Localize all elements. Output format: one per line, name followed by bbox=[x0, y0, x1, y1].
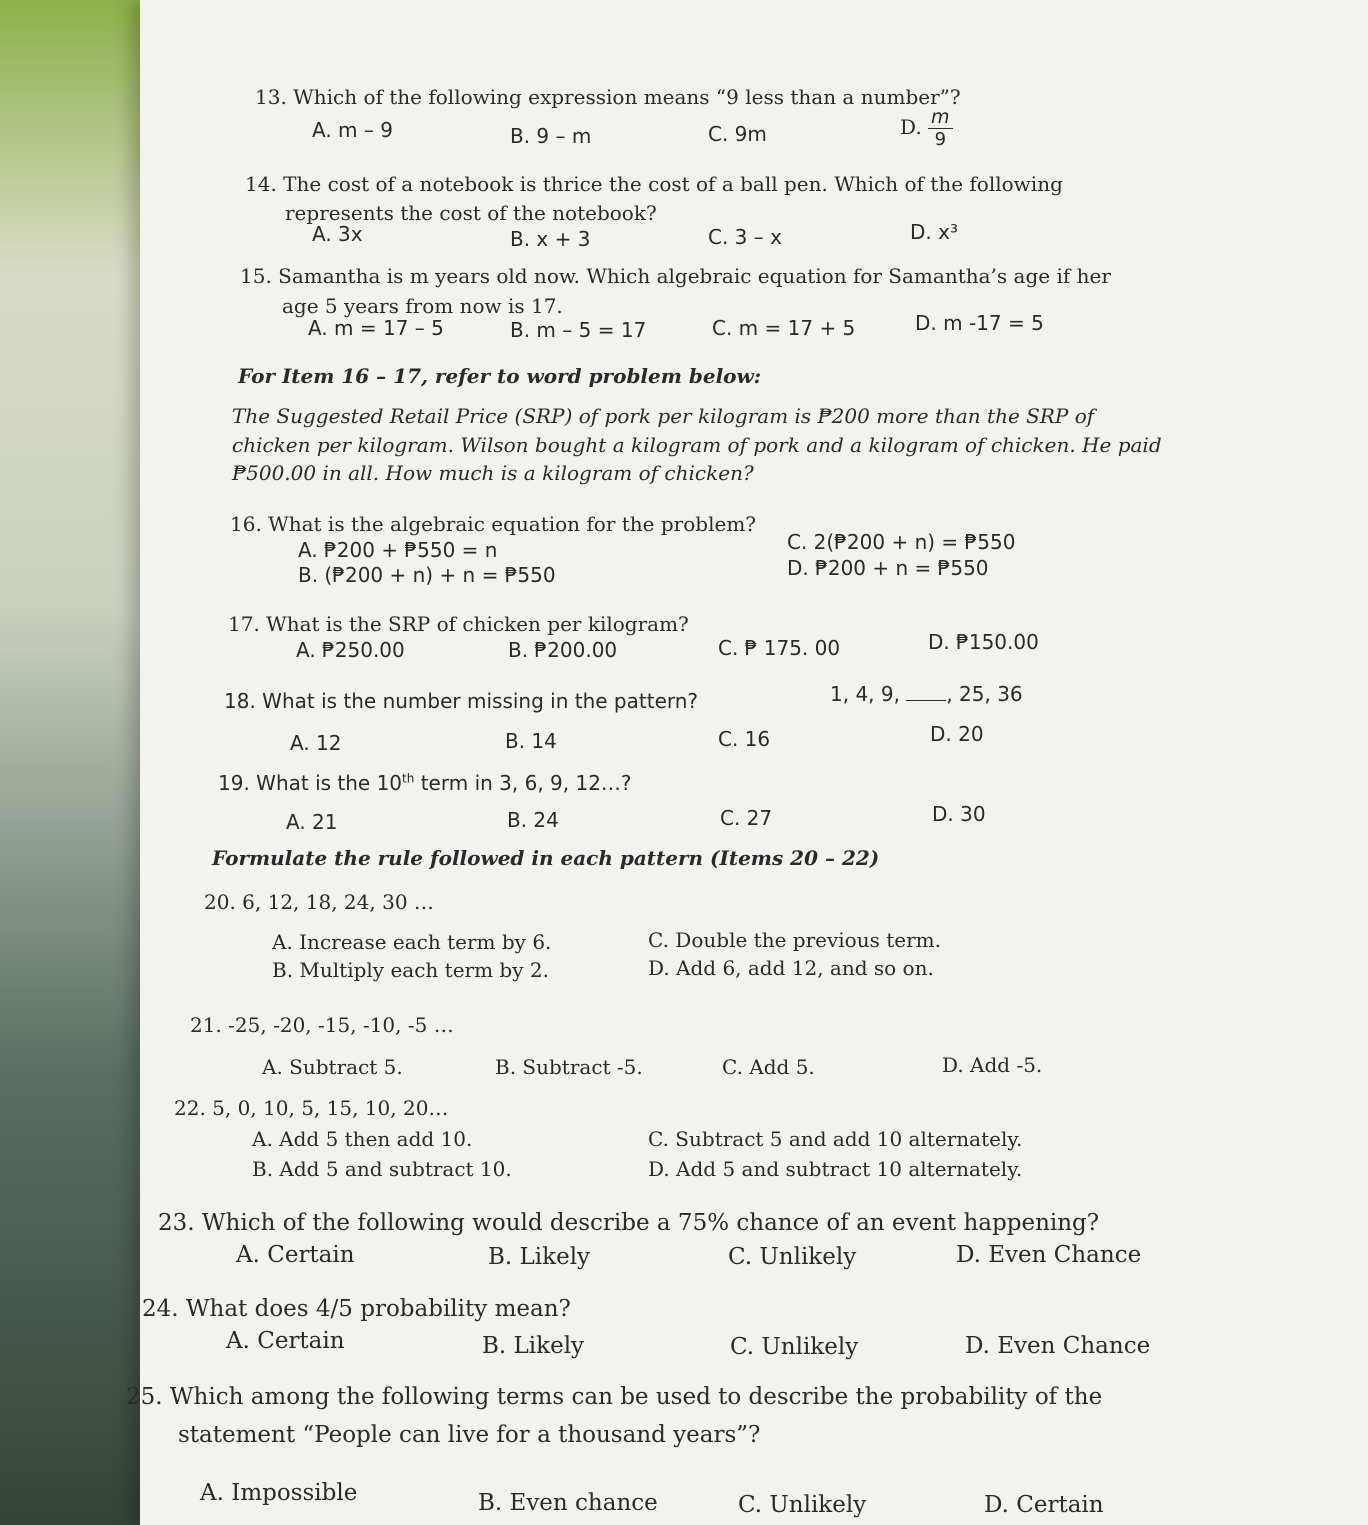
q16-question: 16. What is the algebraic equation for the problem? bbox=[230, 512, 757, 536]
q19-question-post: term in 3, 6, 9, 12…? bbox=[414, 771, 632, 795]
q20-option-c: C. Double the previous term. bbox=[648, 928, 941, 952]
q16-option-c: C. 2(₱200 + n) = ₱550 bbox=[787, 530, 1016, 554]
q18-sequence bbox=[830, 682, 1023, 706]
q18-option-b: B. 14 bbox=[505, 729, 557, 753]
fraction-denominator: 9 bbox=[934, 129, 947, 150]
word-problem-line2: chicken per kilogram. Wilson bought a kilogram of pork and a kilogram of chicken. He paid bbox=[232, 433, 1162, 457]
word-problem-line3: ₱500.00 in all. How much is a kilogram of chicken? bbox=[232, 461, 754, 485]
q22-option-b: B. Add 5 and subtract 10. bbox=[252, 1157, 512, 1181]
q21-option-b: B. Subtract -5. bbox=[495, 1055, 643, 1079]
q24-question: 24. What does 4/5 probability mean? bbox=[142, 1296, 571, 1322]
q17-option-b: B. ₱200.00 bbox=[508, 638, 618, 662]
q14-option-a: A. 3x bbox=[312, 222, 363, 246]
q13-option-d bbox=[900, 106, 953, 151]
q16-option-a: A. ₱200 + ₱550 = n bbox=[298, 538, 498, 562]
q25-option-c: C. Unlikely bbox=[738, 1492, 867, 1518]
q18-sequence-start: 1, 4, 9, bbox=[830, 682, 900, 706]
q19-option-d: D. 30 bbox=[932, 802, 986, 826]
q25-question-line2: statement “People can live for a thousand years”? bbox=[178, 1422, 761, 1448]
q13-option-a: A. m – 9 bbox=[312, 118, 393, 142]
q20-question: 20. 6, 12, 18, 24, 30 … bbox=[204, 890, 434, 914]
q22-option-d: D. Add 5 and subtract 10 alternately. bbox=[648, 1157, 1023, 1181]
q15-option-a: A. m = 17 – 5 bbox=[308, 316, 444, 340]
q25-option-d: D. Certain bbox=[984, 1492, 1104, 1518]
q19-question-pre: 19. What is the 10 bbox=[218, 771, 403, 795]
word-problem-line1: The Suggested Retail Price (SRP) of pork per kilogram is ₱200 more than the SRP of bbox=[232, 404, 1095, 428]
q24-option-c: C. Unlikely bbox=[730, 1334, 859, 1360]
q19-option-b: B. 24 bbox=[507, 808, 559, 832]
q18-option-d: D. 20 bbox=[930, 722, 984, 746]
q18-option-a: A. 12 bbox=[290, 731, 342, 755]
q23-option-b: B. Likely bbox=[488, 1244, 591, 1270]
q23-option-a: A. Certain bbox=[236, 1242, 355, 1268]
q19-option-c: C. 27 bbox=[720, 806, 773, 830]
q22-question: 22. 5, 0, 10, 5, 15, 10, 20… bbox=[174, 1096, 449, 1120]
q14-option-d: D. x³ bbox=[910, 220, 958, 244]
q21-option-d: D. Add -5. bbox=[942, 1053, 1043, 1077]
q15-option-c: C. m = 17 + 5 bbox=[712, 316, 856, 340]
q16-option-b: B. (₱200 + n) + n = ₱550 bbox=[298, 563, 556, 587]
q21-option-a: A. Subtract 5. bbox=[262, 1055, 403, 1079]
q20-option-a: A. Increase each term by 6. bbox=[272, 930, 552, 954]
q17-option-a: A. ₱250.00 bbox=[296, 638, 405, 662]
q22-option-c: C. Subtract 5 and add 10 alternately. bbox=[648, 1127, 1023, 1151]
q17-option-d: D. ₱150.00 bbox=[928, 630, 1039, 654]
q18-option-c: C. 16 bbox=[718, 727, 771, 751]
q14-question-line1: 14. The cost of a notebook is thrice the cost of a ball pen. Which of the following bbox=[245, 172, 1063, 196]
q13-option-b: B. 9 – m bbox=[510, 124, 592, 148]
answer-blank bbox=[906, 682, 946, 701]
q18-sequence-end: , 25, 36 bbox=[946, 682, 1023, 706]
q17-question: 17. What is the SRP of chicken per kilogram? bbox=[228, 612, 689, 636]
q13-option-d-label: D. bbox=[900, 115, 922, 139]
q25-option-a: A. Impossible bbox=[200, 1480, 358, 1506]
q15-question-line2: age 5 years from now is 17. bbox=[282, 294, 563, 318]
q21-question: 21. -25, -20, -15, -10, -5 … bbox=[190, 1013, 454, 1037]
q17-option-c: C. ₱ 175. 00 bbox=[718, 636, 841, 660]
q23-question: 23. Which of the following would describe a 75% chance of an event happening? bbox=[158, 1210, 1100, 1236]
q23-option-d: D. Even Chance bbox=[956, 1242, 1142, 1268]
q23-option-c: C. Unlikely bbox=[728, 1244, 857, 1270]
instruction-items-20-22: Formulate the rule followed in each pattern (Items 20 – 22) bbox=[212, 846, 880, 870]
instruction-items-16-17: For Item 16 – 17, refer to word problem below: bbox=[238, 364, 762, 388]
fraction-numerator: m bbox=[928, 106, 953, 129]
q19-question-sup: th bbox=[402, 771, 415, 786]
q25-question-line1: 25. Which among the following terms can be used to describe the probability of the bbox=[126, 1384, 1103, 1410]
q24-option-b: B. Likely bbox=[482, 1333, 585, 1359]
q19-question bbox=[218, 771, 632, 795]
q24-option-a: A. Certain bbox=[226, 1328, 345, 1354]
q15-option-b: B. m – 5 = 17 bbox=[510, 318, 647, 342]
q19-option-a: A. 21 bbox=[286, 810, 338, 834]
q16-option-d: D. ₱200 + n = ₱550 bbox=[787, 556, 989, 580]
q18-question: 18. What is the number missing in the pattern? bbox=[224, 689, 699, 713]
q14-question-line2: represents the cost of the notebook? bbox=[285, 201, 657, 225]
q25-option-b: B. Even chance bbox=[478, 1490, 658, 1516]
q24-option-d: D. Even Chance bbox=[965, 1333, 1151, 1359]
q13-question: 13. Which of the following expression means “9 less than a number”? bbox=[255, 85, 961, 109]
q14-option-b: B. x + 3 bbox=[510, 227, 591, 251]
q14-option-c: C. 3 – x bbox=[708, 225, 782, 249]
q13-option-c: C. 9m bbox=[708, 122, 767, 146]
q20-option-d: D. Add 6, add 12, and so on. bbox=[648, 956, 934, 980]
q15-option-d: D. m -17 = 5 bbox=[915, 311, 1044, 335]
q15-question-line1: 15. Samantha is m years old now. Which algebraic equation for Samantha’s age if her bbox=[240, 264, 1111, 288]
fraction bbox=[928, 106, 953, 151]
q20-option-b: B. Multiply each term by 2. bbox=[272, 958, 549, 982]
q21-option-c: C. Add 5. bbox=[722, 1055, 815, 1079]
q22-option-a: A. Add 5 then add 10. bbox=[252, 1127, 473, 1151]
